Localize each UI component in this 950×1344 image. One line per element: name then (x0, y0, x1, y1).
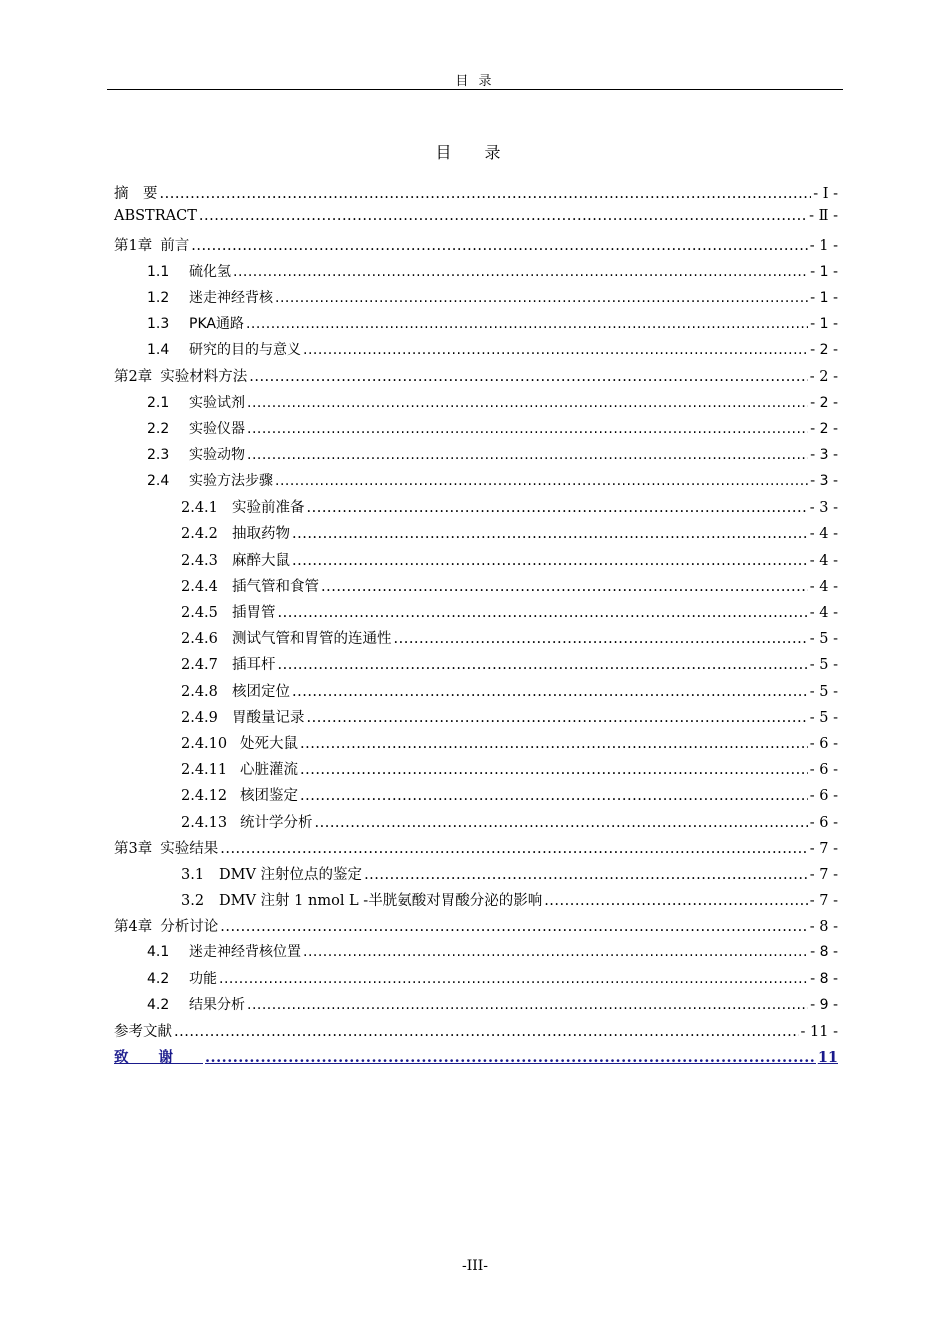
toc-entry-acknowledgements-link[interactable]: 致谢 ..... 11 (114, 1046, 838, 1072)
toc-entry-2-4-4[interactable]: 2.4.4 插气管和食管 ..... - 4 - (114, 575, 838, 601)
toc-entry-2-4-2[interactable]: 2.4.2 抽取药物 ..... - 4 - (114, 522, 838, 548)
page-number: -III- (461, 1258, 489, 1274)
toc-entry-2-4-6[interactable]: 2.4.6 测试气管和胃管的连通性 ..... - 5 - (114, 627, 838, 653)
header-rule (107, 89, 843, 90)
toc-entry-2-4-10[interactable]: 2.4.10 处死大鼠 ..... - 6 - (114, 732, 838, 758)
toc-title: 目 录 (435, 143, 515, 162)
toc-entry-chapter-4[interactable]: 第4章 分析讨论 ..... - 8 - (114, 915, 838, 941)
toc-entry-2-4-8[interactable]: 2.4.8 核团定位 ..... - 5 - (114, 680, 838, 706)
toc-entry-chapter-1[interactable]: 第1章 前言 ..... - 1 - (114, 234, 838, 260)
toc-entry-2-4-12[interactable]: 2.4.12 核团鉴定 ..... - 6 - (114, 784, 838, 810)
running-header: 目 录 (455, 74, 495, 89)
toc-entry-1-1[interactable]: 1.1 硫化氢 ..... - 1 - (114, 261, 838, 287)
toc-entry-2-1[interactable]: 2.1 实验试剂 ..... - 2 - (114, 392, 838, 418)
toc-entry-2-3[interactable]: 2.3 实验动物 ..... - 3 - (114, 444, 838, 470)
toc-entry-1-3[interactable]: 1.3 PKA通路 ..... - 1 - (114, 313, 838, 339)
toc-entry-3-1[interactable]: 3.1 DMV 注射位点的鉴定 ..... - 7 - (114, 863, 838, 889)
toc-entry-2-4-3[interactable]: 2.4.3 麻醉大鼠 ..... - 4 - (114, 549, 838, 575)
toc-entry-abstract-cn[interactable]: 摘 要 ..... - Ⅰ - (114, 182, 838, 208)
toc-entry-2-4-11[interactable]: 2.4.11 心脏灌流 ..... - 6 - (114, 758, 838, 784)
toc-entry-abstract-en[interactable]: ABSTRACT ..... - Ⅱ - (114, 208, 838, 234)
toc-entry-2-4-9[interactable]: 2.4.9 胃酸量记录 ..... - 5 - (114, 706, 838, 732)
toc-entry-2-4-5[interactable]: 2.4.5 插胃管 ..... - 4 - (114, 601, 838, 627)
toc-entry-2-4[interactable]: 2.4 实验方法步骤 ..... - 3 - (114, 470, 838, 496)
toc-entry-2-4-1[interactable]: 2.4.1 实验前准备 ..... - 3 - (114, 496, 838, 522)
toc-entry-3-2[interactable]: 3.2 DMV 注射 1 nmol L -半胱氨酸对胃酸分泌的影响 ..... - 7 - (114, 889, 838, 915)
toc-entry-chapter-2[interactable]: 第2章 实验材料方法 ..... - 2 - (114, 365, 838, 391)
toc-entry-2-4-13[interactable]: 2.4.13 统计学分析 ..... - 6 - (114, 811, 838, 837)
toc-entry-2-2[interactable]: 2.2 实验仪器 ..... - 2 - (114, 418, 838, 444)
toc-entry-4-1[interactable]: 4.1 迷走神经背核位置 ..... - 8 - (114, 941, 838, 967)
toc-entry-chapter-3[interactable]: 第3章 实验结果 ..... - 7 - (114, 837, 838, 863)
toc-entry-1-4[interactable]: 1.4 研究的目的与意义 ..... - 2 - (114, 339, 838, 365)
table-of-contents (114, 182, 838, 1072)
toc-entry-4-2-results[interactable]: 4.2 结果分析 ..... - 9 - (114, 994, 838, 1020)
toc-entry-references[interactable]: 参考文献 ..... - 11 - (114, 1020, 838, 1046)
toc-entry-4-2[interactable]: 4.2 功能 ..... - 8 - (114, 968, 838, 994)
toc-entry-2-4-7[interactable]: 2.4.7 插耳杆 ..... - 5 - (114, 653, 838, 679)
toc-entry-1-2[interactable]: 1.2 迷走神经背核 ..... - 1 - (114, 287, 838, 313)
